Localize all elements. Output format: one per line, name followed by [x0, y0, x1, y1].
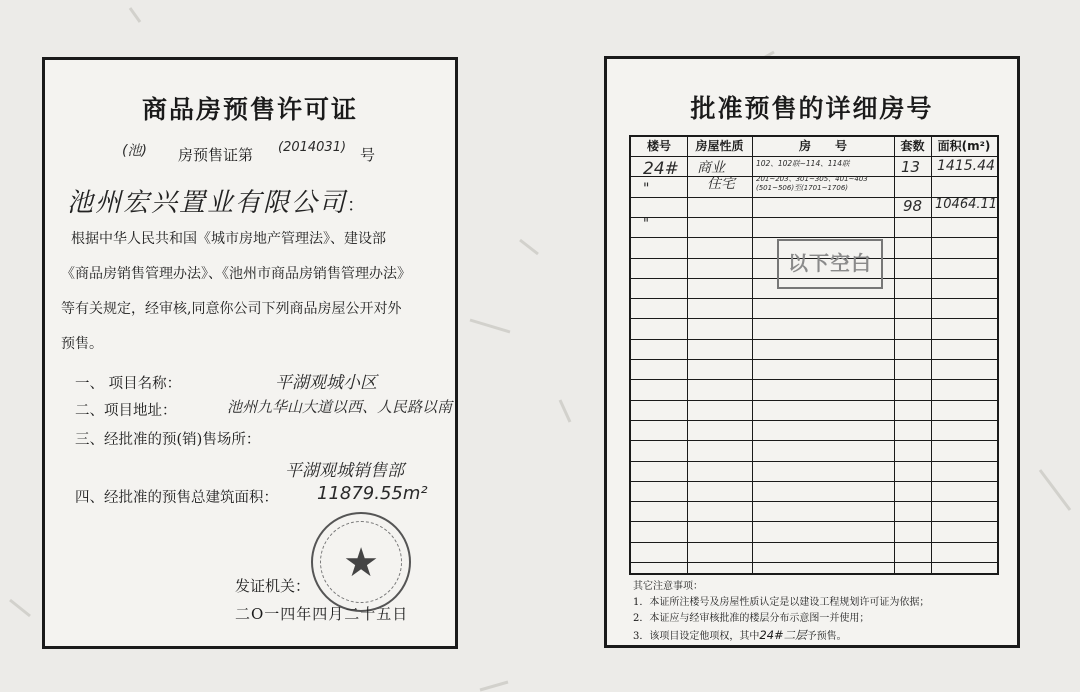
- item-total-area-value: 11879.55m²: [317, 483, 428, 504]
- header-room-numbers: 房 号: [798, 139, 847, 153]
- row1-count: 13: [901, 158, 921, 176]
- note-3-mid: 设定他项权，其中: [679, 631, 760, 642]
- row2-rooms: 201~203、301~305、401~403 (501~506)至(1701~1706): [756, 175, 868, 192]
- note-3: [633, 627, 929, 645]
- item-sales-location-value: 平湖观城销售部: [285, 461, 404, 481]
- header-area: 面积(m²): [937, 139, 991, 153]
- row-divider: [631, 339, 997, 340]
- row3-building: ": [643, 217, 649, 232]
- row-divider: [631, 156, 997, 157]
- permit-title: 商品房预售许可证: [141, 95, 358, 124]
- row-divider: [631, 461, 997, 462]
- column-divider: [894, 137, 895, 573]
- permit-number-handwritten: (2014031): [278, 140, 347, 155]
- presale-room-detail-page: [604, 56, 1020, 648]
- note-3-prefix: 3．该项目: [633, 631, 680, 642]
- notes-section: [633, 579, 929, 645]
- paragraph-line: 《商品房销售管理办法》、《池州市商品房销售管理办法》: [61, 266, 411, 282]
- note-3-handwritten: 24#二层: [759, 628, 807, 642]
- permit-prefix-handwritten: (池): [122, 143, 147, 159]
- column-divider: [752, 137, 753, 573]
- official-seal: [311, 512, 411, 612]
- header-unit-count: 套数: [900, 139, 925, 153]
- note-3-suffix: 予预售。: [806, 631, 847, 642]
- row-divider: [631, 440, 997, 441]
- row-divider: [631, 318, 997, 319]
- row-divider: [631, 481, 997, 482]
- paragraph-line: 等有关规定，经审核,同意你公司下列商品房屋公开对外: [61, 301, 402, 317]
- item-project-name-value: 平湖观城小区: [275, 373, 377, 393]
- blank-below-stamp: 以下空白: [777, 239, 883, 289]
- row-divider: [631, 298, 997, 299]
- presale-permit-page: [42, 57, 458, 649]
- row-divider: [631, 521, 997, 522]
- item-project-address-value: 池州九华山大道以西、人民路以南: [227, 398, 453, 416]
- item-project-name-label: 一、 项目名称：: [75, 376, 182, 392]
- row1-area: 1415.44: [937, 158, 995, 174]
- column-divider: [931, 137, 932, 573]
- row2-building: ": [643, 181, 650, 197]
- row1-building: 24#: [643, 159, 679, 179]
- row2-area: 10464.11: [935, 197, 998, 212]
- note-2: 2．本证应与经审核批准的楼层分布示意图一并使用；: [633, 613, 870, 624]
- row2-count: 98: [903, 197, 923, 215]
- row-divider: [631, 542, 997, 543]
- header-building: 楼号: [646, 139, 671, 153]
- row-divider: [631, 400, 997, 401]
- permit-label: 房预售证第: [178, 146, 254, 164]
- company-suffix: ：: [347, 195, 368, 216]
- issuer-label: 发证机关：: [235, 577, 311, 595]
- company-name-handwritten: 池州宏兴置业有限公司: [67, 188, 348, 218]
- header-nature: 房屋性质: [695, 139, 744, 153]
- column-divider: [687, 137, 688, 573]
- star-icon: ★: [343, 540, 379, 586]
- row-divider: [631, 217, 997, 218]
- row-divider: [631, 379, 997, 380]
- paragraph-line: 预售。: [61, 336, 103, 352]
- item-sales-location-label: 三、经批准的预(销)售场所：: [75, 432, 261, 448]
- permit-suffix: 号: [360, 146, 376, 164]
- item-project-address-label: 二、项目地址：: [75, 403, 177, 419]
- row1-nature: 商业: [697, 160, 725, 176]
- room-detail-table: [629, 135, 999, 575]
- row2-nature: 住宅: [707, 176, 735, 192]
- company-name: [67, 182, 367, 219]
- row-divider: [631, 562, 997, 563]
- item-total-area-label: 四、经批准的预售总建筑面积：: [75, 490, 278, 506]
- notes-heading: 其它注意事项：: [633, 581, 703, 592]
- note-1: 1．本证所注楼号及房屋性质认定是以建设工程规划许可证为依据；: [633, 597, 930, 608]
- detail-title: 批准预售的详细房号: [690, 94, 934, 123]
- row-divider: [631, 359, 997, 360]
- row1-rooms: 102、102联~114、114联: [756, 159, 850, 168]
- issue-date: 二O一四年四月二十五日: [235, 605, 409, 623]
- paragraph-line: 根据中华人民共和国《城市房地产管理法》、建设部: [71, 231, 386, 247]
- row-divider: [631, 420, 997, 421]
- permit-number-line: [122, 140, 376, 165]
- row-divider: [631, 501, 997, 502]
